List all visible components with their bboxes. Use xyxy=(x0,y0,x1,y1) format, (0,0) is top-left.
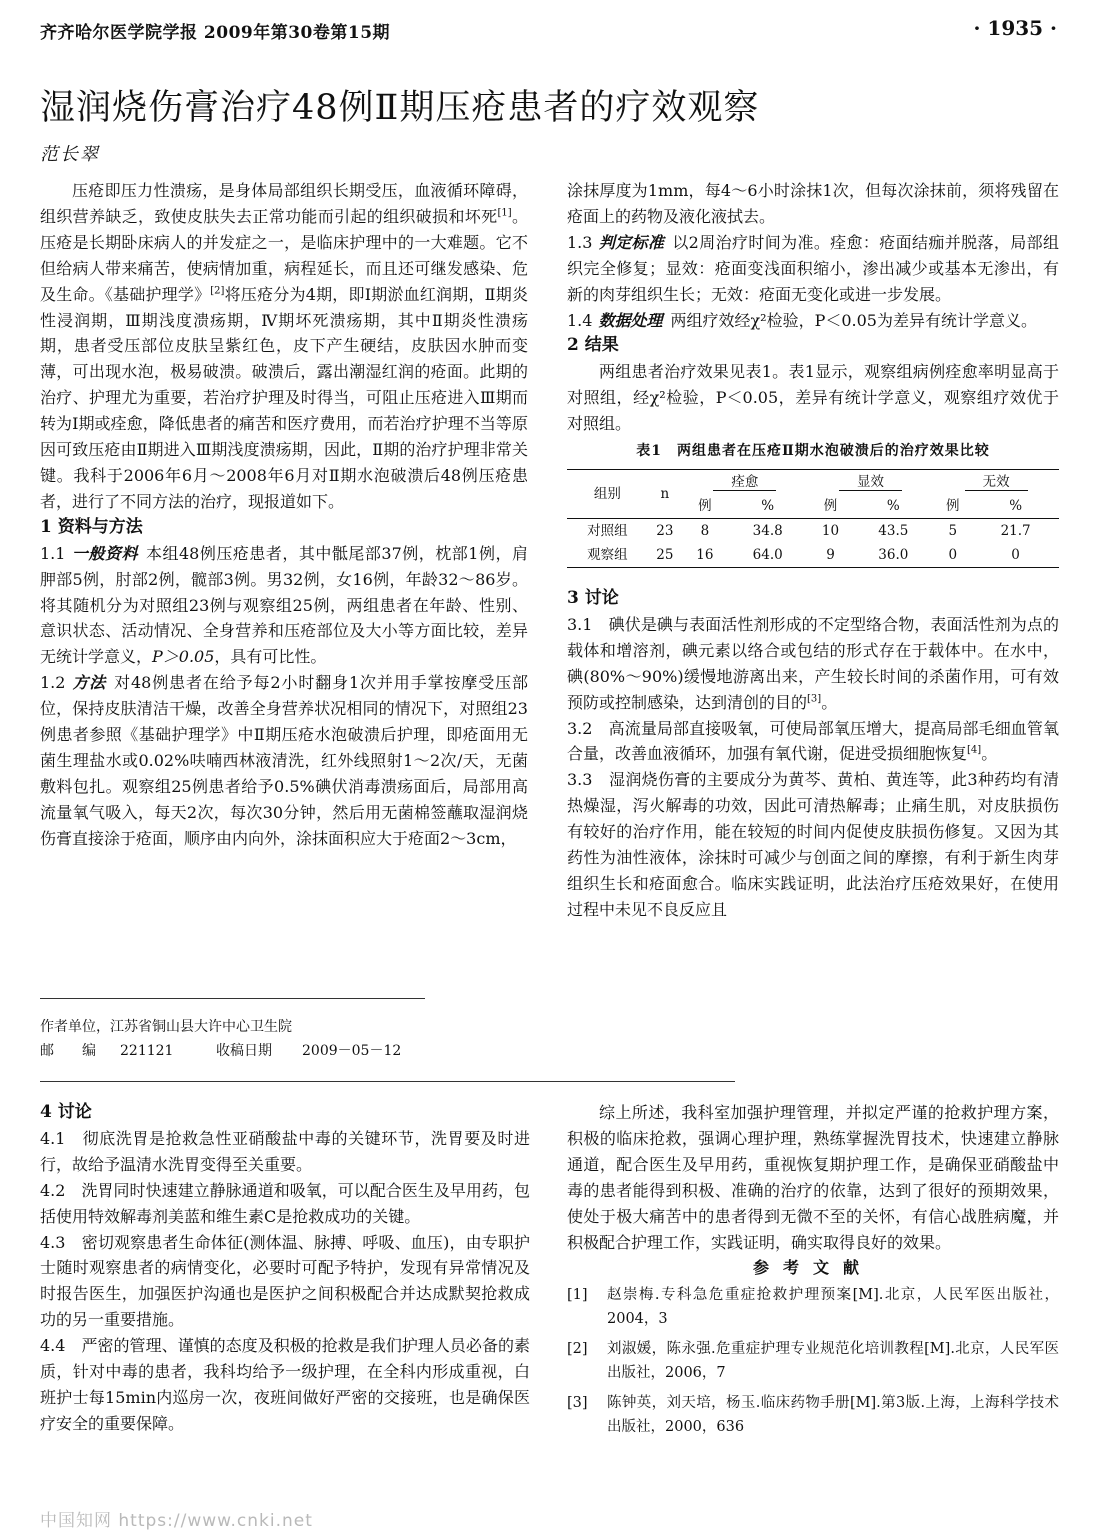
results-table xyxy=(567,439,1059,568)
subsection-text: 本组48例压疮患者，其中骶尾部37例，枕部1例，肩胛部5例，肘部2例，髋部3例。男32例，女16例，年龄32～86岁。将其随机分为对照组23例与观察组25例，两组患者在年龄、性别、意识状态、活动情况、全身营养和压疮部位及大小等方面比较，差异无统计学意义， xyxy=(40,543,528,667)
citation-3: [3] xyxy=(807,693,822,705)
author-name: 范长翠 xyxy=(40,144,100,165)
cell-none-pct: 0 xyxy=(972,543,1059,568)
cell-cured-count: 8 xyxy=(682,518,728,543)
col-header-pct: % xyxy=(886,497,900,514)
author-affiliation: 作者单位，江苏省铜山县大许中心卫生院 邮 编 221121 收稿日期 2009－05－12 xyxy=(40,1015,401,1063)
zip-label: 邮 编 xyxy=(40,1043,96,1059)
cell-n: 25 xyxy=(648,543,682,568)
col-header-none-label: 无效 xyxy=(965,474,1028,491)
subsection-label: 判定标准 xyxy=(598,232,665,252)
reference-item xyxy=(567,1337,1059,1385)
col-header-cured xyxy=(682,469,808,494)
intro-text-2: 。压疮是长期卧床病人的并发症之一，是临床护理中的一大难题。它不但给病人带来痛苦，使病情加重，病程延长，而且还可继发感染、危及生命。《基础护理学》 xyxy=(40,206,528,304)
col-header-pct: % xyxy=(761,497,775,514)
subsection-1-4 xyxy=(567,308,1059,334)
subsection-label: 方法 xyxy=(71,673,107,693)
subsection-text: 彻底洗胃是抢救急性亚硝酸盐中毒的关键环节，洗胃要及时进行，故给予温清水洗胃变得至关重要。 xyxy=(40,1128,530,1174)
subsection-number: 3.2 xyxy=(567,718,593,738)
conclusion-paragraph: 综上所述，我科室加强护理管理，并拟定严谨的抢救护理方案，积极的临床抢救，强调心理护理，熟练掌握洗胃技术，快速建立静脉通道，配合医生及早用药，重视恢复期护理工作，是确保亚硝酸盐中毒的患者能得到积极、准确的治疗的依靠，达到了很好的预期效果，使处于极大痛苦中的患者得到无微不至的关怀，有信心战胜病魔，并积极配合护理工作，实践证明，确实取得良好的效果。 xyxy=(567,1103,1059,1252)
footnote-divider xyxy=(40,998,425,999)
cell-effective-pct: 36.0 xyxy=(853,543,933,568)
col-header-effective-label: 显效 xyxy=(839,474,902,491)
subsection-4-4 xyxy=(40,1333,530,1437)
cell-cured-count: 16 xyxy=(682,543,728,568)
article-title: 湿润烧伤膏治疗48例Ⅱ期压疮患者的疗效观察 xyxy=(40,88,760,128)
received-date: 2009－05－12 xyxy=(302,1043,402,1059)
cell-effective-count: 9 xyxy=(808,543,854,568)
reference-text: 刘淑媛，陈永强.危重症护理专业规范化培训教程[M].北京，人民军医出版社，2006，7 xyxy=(607,1341,1059,1382)
subsection-text: 高流量局部直接吸氧，可使局部氧压增大，提高局部毛细血管氧合量，改善血液循环，加强有氧代谢，促进受损细胞恢复 xyxy=(567,718,1059,764)
reference-item xyxy=(567,1391,1059,1439)
cell-group: 对照组 xyxy=(567,518,648,543)
results-paragraph: 两组患者治疗效果见表1。表1显示，观察组病例痊愈率明显高于对照组，经χ²检验，P＜0.05，差异有统计学意义，观察组疗效优于对照组。 xyxy=(567,362,1059,434)
col-header-pct: % xyxy=(1009,497,1023,514)
subsection-text: 碘伏是碘与表面活性剂形成的不定型络合物，表面活性剂为点的载体和增溶剂，碘元素以络合或包结的形式存在于载体中。在水中，碘(80%～90%)缓慢地游离出来，产生较长时间的杀菌作用，可有效预防或控制感染，达到清创的目的 xyxy=(567,614,1059,712)
intro-text-3: 将压疮分为4期，即Ⅰ期淤血红润期，Ⅱ期炎性浸润期，Ⅲ期浅度溃疡期，Ⅳ期坏死溃疡期，其中Ⅱ期炎性溃疡期，患者受压部位皮肤呈紫红色，皮下产生硬结，皮肤因水肿而变薄，可出现水泡，极易破溃。破溃后，露出潮湿红润的疮面。此期的治疗、护理尤为重要，若治疗护理及时得当，可阻止压疮进入Ⅲ期而转为Ⅰ期或痊愈，降低患者的痛苦和医疗费用，而若治疗护理不当等原因可致压疮由Ⅱ期进入Ⅲ期浅度溃疡期，因此，Ⅱ期的治疗护理非常关键。我科于2006年6月～2008年6月对Ⅱ期水泡破溃后48例压疮患者，进行了不同方法的治疗，现报道如下。 xyxy=(40,284,528,511)
cell-group: 观察组 xyxy=(567,543,648,568)
section-heading-4: 4 讨论 xyxy=(40,1102,92,1122)
col-header-case: 例 xyxy=(698,497,712,514)
subsection-number: 1.3 xyxy=(567,232,593,252)
right-column-top xyxy=(567,178,1059,923)
affiliation-label: 作者单位 xyxy=(40,1019,96,1035)
section-heading-3: 3 讨论 xyxy=(567,587,619,608)
subsection-number: 1.1 xyxy=(40,543,66,563)
reference-number: [2] xyxy=(567,1341,588,1358)
col-header-effective xyxy=(808,469,934,494)
table-row xyxy=(567,543,1059,568)
citation-4: [4] xyxy=(967,745,982,757)
subsection-number: 3.1 xyxy=(567,614,593,634)
references-heading: 参考文献 xyxy=(752,1258,873,1278)
subsection-text: 两组疗效经χ²检验，P＜0.05为差异有统计学意义。 xyxy=(670,310,1037,330)
subsection-4-2 xyxy=(40,1178,530,1230)
right-column-bottom xyxy=(567,1100,1059,1445)
subsection-4-1 xyxy=(40,1126,530,1178)
article-divider xyxy=(40,1081,735,1082)
left-column-top xyxy=(40,178,528,852)
subsection-text: 严密的管理、谨慎的态度及积极的抢救是我们护理人员必备的素质，针对中毒的患者，我科均给予一级护理，在全科内形成重视，白班护士每15min内巡房一次，夜班间做好严密的交接班，也是确保医疗安全的重要保障。 xyxy=(40,1336,530,1433)
affiliation-unit: 江苏省铜山县大许中心卫生院 xyxy=(110,1019,292,1035)
reference-item xyxy=(567,1283,1059,1331)
subsection-number: 4.4 xyxy=(40,1336,66,1356)
subsection-text: 洗胃同时快速建立静脉通道和吸氧，可以配合医生及早用药，包括使用特效解毒剂美蓝和维生素C是抢救成功的关键。 xyxy=(40,1180,530,1226)
cell-n: 23 xyxy=(648,518,682,543)
section-heading-2: 2 结果 xyxy=(567,335,619,356)
subsection-1-2 xyxy=(40,670,528,851)
subsection-1-3 xyxy=(567,230,1059,308)
cnki-watermark: 中国知网 https://www.cnki.net xyxy=(40,1511,313,1531)
col-header-case: 例 xyxy=(823,497,838,514)
cell-none-count: 0 xyxy=(933,543,972,568)
subsection-text: 对48例患者在给予每2小时翻身1次并用手掌按摩受压部位，保持皮肤清洁干燥，改善全身营养状况相同的情况下，对照组23例患者参照《基础护理学》中Ⅱ期压疮水泡破溃后护理，即疮面用无菌生理盐水或0.02%呋喃西林液清洗，红外线照射1～2次/天，无菌敷料包扎。观察组25例患者给予0.5%碘伏消毒溃疡面后，局部用高流量氧气吸入，每天2次，每次30分钟，然后用无菌棉签蘸取湿润烧伤膏直接涂于疮面，顺序由内向外，涂抹面积应大于疮面2～3cm， xyxy=(40,673,528,848)
intro-text-1: 压疮即压力性溃疡，是身体局部组织长期受压，血液循环障碍，组织营养缺乏，致使皮肤失去正常功能而引起的组织破损和坏死 xyxy=(40,181,528,226)
zip-code: 221121 xyxy=(120,1043,174,1059)
page-number: · 1935 · xyxy=(973,16,1057,40)
reference-text: 赵崇梅.专科急危重症抢救护理预案[M].北京，人民军医出版社，2004，3 xyxy=(607,1287,1059,1328)
method-continued: 涂抹厚度为1mm，每4～6小时涂抹1次，但每次涂抹前，须将残留在疮面上的药物及液化液拭去。 xyxy=(567,181,1059,226)
table-title: 表1 两组患者在压疮Ⅱ期水泡破溃后的治疗效果比较 xyxy=(636,443,990,460)
section-heading-1: 1 资料与方法 xyxy=(40,516,143,537)
subsection-label: 数据处理 xyxy=(598,310,663,330)
subsection-text-end: ，具有可比性。 xyxy=(214,647,327,667)
subsection-4-3 xyxy=(40,1230,530,1334)
reference-number: [3] xyxy=(567,1395,588,1412)
subsection-text-end: 。 xyxy=(821,692,838,712)
subsection-3-3 xyxy=(567,767,1059,922)
subsection-text-end: 。 xyxy=(981,744,998,764)
subsection-3-2 xyxy=(567,716,1059,768)
col-header-case: 例 xyxy=(945,497,960,514)
subsection-number: 4.1 xyxy=(40,1128,66,1148)
subsection-text: 以2周治疗时间为准。痊愈：疮面结痂并脱落，局部组织完全修复；显效：疮面变浅面积缩小，渗出减少或基本无渗出，有新的肉芽组织生长；无效：疮面无变化或进一步发展。 xyxy=(567,232,1059,304)
subsection-number: 1.4 xyxy=(567,310,593,330)
subsection-number: 4.3 xyxy=(40,1232,66,1252)
left-column-bottom xyxy=(40,1100,530,1437)
cell-none-count: 5 xyxy=(933,518,972,543)
subsection-number: 1.2 xyxy=(40,673,66,693)
reference-number: [1] xyxy=(567,1287,588,1304)
citation-1: [1] xyxy=(497,207,512,219)
col-header-none xyxy=(933,469,1059,494)
subsection-number: 3.3 xyxy=(567,770,593,790)
table-row xyxy=(567,518,1059,543)
p-value: P＞0.05 xyxy=(152,647,215,667)
received-label: 收稿日期 xyxy=(216,1043,272,1059)
subsection-text: 密切观察患者生命体征(测体温、脉搏、呼吸、血压)，由专职护士随时观察患者的病情变化，必要时可配予特护，发现有异常情况及时报告医生，加强医护沟通也是医护之间积极配合并达成默契抢救成功的另一重要措施。 xyxy=(40,1232,530,1330)
col-header-cured-label: 痊愈 xyxy=(713,474,776,491)
cell-cured-pct: 64.0 xyxy=(728,543,808,568)
cell-effective-pct: 43.5 xyxy=(853,518,933,543)
col-header-group: 组别 xyxy=(567,469,648,518)
subsection-text: 湿润烧伤膏的主要成分为黄芩、黄柏、黄连等，此3种药均有清热燥湿，泻火解毒的功效，因此可清热解毒；止痛生肌，对皮肤损伤有较好的治疗作用，能在较短的时间内促使皮肤损伤修复。又因为其药性为油性液体，涂抹时可减少与创面之间的摩擦，有利于新生肉芽组织生长和疮面愈合。临床实践证明，此法治疗压疮效果好，在使用过程中未见不良反应且 xyxy=(567,770,1059,919)
subsection-label: 一般资料 xyxy=(71,543,138,563)
col-header-n: n xyxy=(648,469,682,518)
cell-effective-count: 10 xyxy=(808,518,854,543)
intro-paragraph xyxy=(40,178,528,515)
citation-2: [2] xyxy=(210,285,225,297)
cell-none-pct: 21.7 xyxy=(972,518,1059,543)
reference-text: 陈钟英，刘天培，杨玉.临床药物手册[M].第3版.上海，上海科学技术出版社，2000，636 xyxy=(607,1395,1059,1436)
cell-cured-pct: 34.8 xyxy=(728,518,808,543)
subsection-number: 4.2 xyxy=(40,1180,66,1200)
subsection-3-1 xyxy=(567,612,1059,716)
subsection-1-1 xyxy=(40,541,528,671)
journal-header: 齐齐哈尔医学院学报 2009年第30卷第15期 xyxy=(40,23,391,43)
